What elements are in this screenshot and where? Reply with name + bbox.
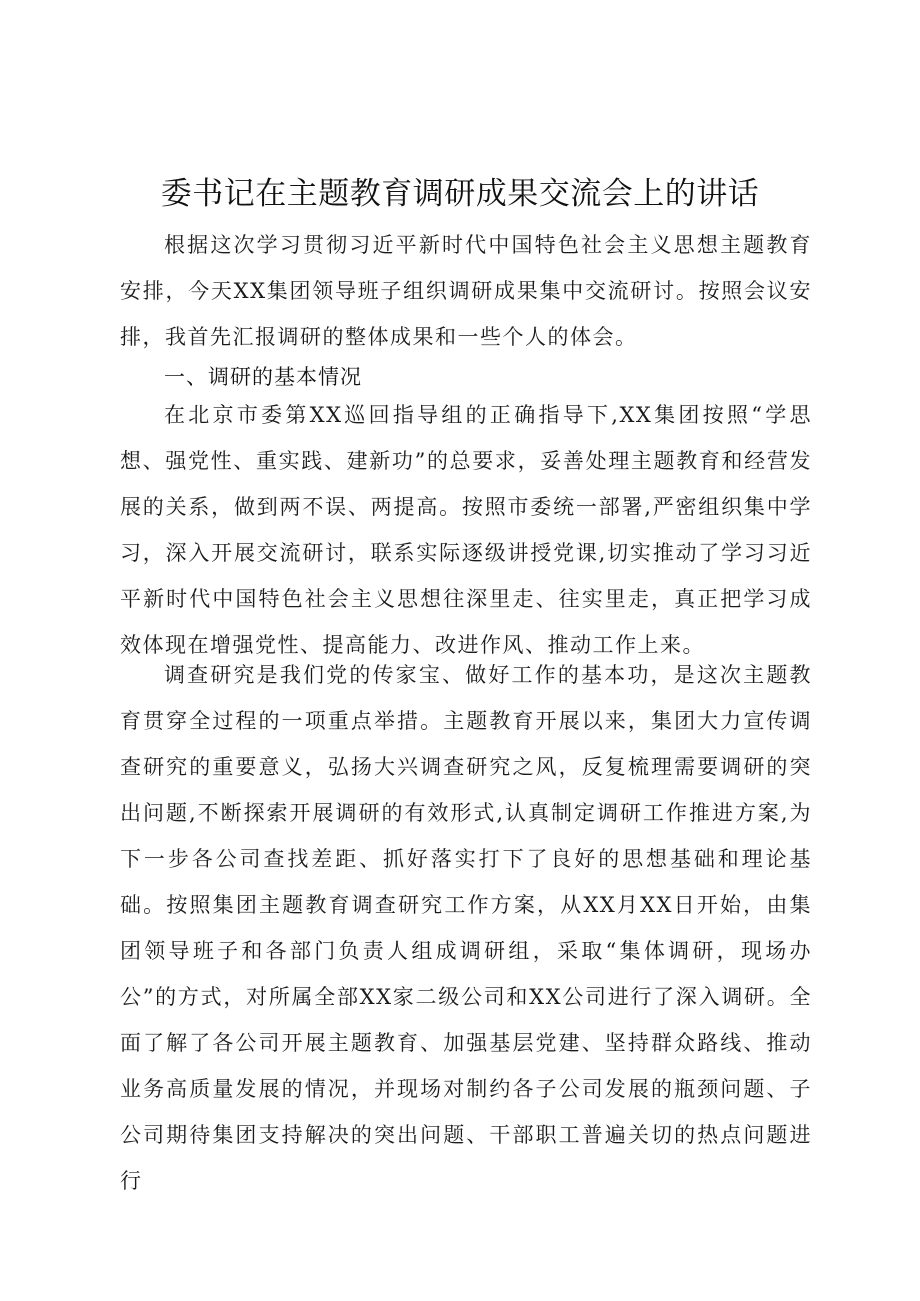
- intro-paragraph: 根据这次学习贯彻习近平新时代中国特色社会主义思想主题教育安排，今天XX集团领导班子组织调研成果集中交流研讨。按照会议安排，我首先汇报调研的整体成果和一些个人的体会。: [120, 233, 812, 349]
- document-title: 委书记在主题教育调研成果交流会上的讲话: [160, 176, 760, 212]
- section-paragraph-2: 调查研究是我们党的传家宝、做好工作的基本功，是这次主题教育贯穿全过程的一项重点举措。主题教育开展以来，集团大力宣传调查研究的重要意义，弘扬大兴调查研究之风，反复梳理需要调研的突出问题,不断探索开展调研的有效形式,认真制定调研工作推进方案,为下一步各公司查找差距、抓好落实打下了良好的思想基础和理论基础。按照集团主题教育调查研究工作方案，从XX月XX日开始，由集团领导班子和各部门负责人组成调研组，采取“集体调研，现场办公”的方式，对所属全部XX家二级公司和XX公司进行了深入调研。全面了解了各公司开展主题教育、加强基层党建、坚持群众路线、推动业务高质量发展的情况，并现场对制约各子公司发展的瓶颈问题、子公司期待集团支持解决的突出问题、干部职工普遍关切的热点问题进行: [120, 663, 812, 1193]
- section-paragraph-1: 在北京市委第XX巡回指导组的正确指导下,XX集团按照“学思想、强党性、重实践、建新功”的总要求，妥善处理主题教育和经营发展的关系，做到两不误、两提高。按照市委统一部署,严密组织集中学习，深入开展交流研讨，联系实际逐级讲授党课,切实推动了学习习近平新时代中国特色社会主义思想往深里走、往实里走，真正把学习成效体现在增强党性、提高能力、改进作风、推动工作上来。: [120, 403, 812, 657]
- section-heading: 一、调研的基本情况: [164, 365, 362, 389]
